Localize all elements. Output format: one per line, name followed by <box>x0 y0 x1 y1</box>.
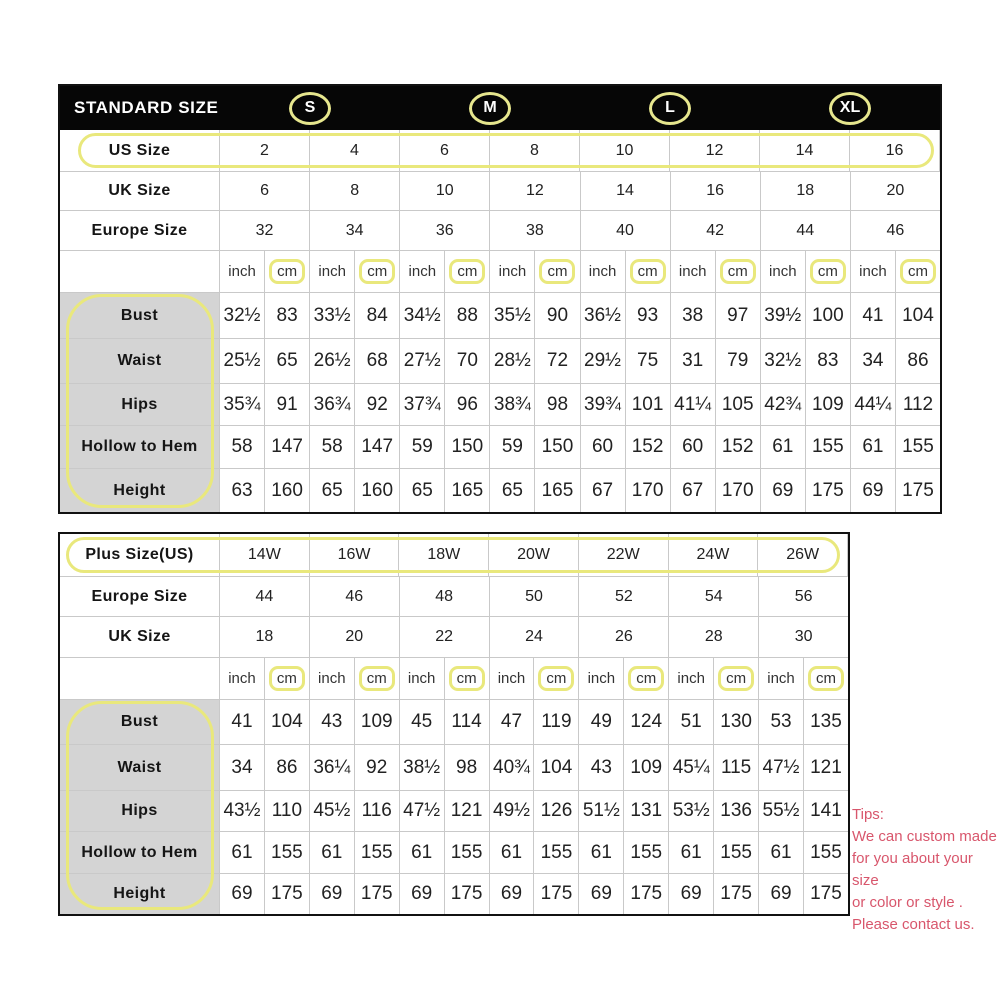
cm-unit-cell <box>355 251 400 292</box>
measure-row <box>60 338 940 383</box>
measure-cell: 96 <box>445 384 490 425</box>
size-cell: 10 <box>400 172 490 210</box>
row-label: UK Size <box>60 172 220 210</box>
measure-cell: 92 <box>355 384 400 425</box>
size-cell: 38 <box>490 211 580 250</box>
measure-cell: 115 <box>714 745 759 790</box>
size-cell: 16W <box>310 534 400 576</box>
measure-cell: 59 <box>400 426 445 468</box>
measure-cell: 65 <box>265 339 310 383</box>
measure-cell: 175 <box>534 874 579 914</box>
measure-cell: 28½ <box>490 339 535 383</box>
measure-cell: 175 <box>265 874 310 914</box>
measure-cell: 121 <box>810 756 842 778</box>
measure-cell: 79 <box>716 339 761 383</box>
measure-cell: 116 <box>355 791 400 831</box>
cm-unit-cell <box>626 251 671 292</box>
size-cell: 6 <box>220 172 310 210</box>
measure-cell: 155 <box>265 832 310 873</box>
measure-cell: 67 <box>581 469 626 512</box>
size-group-letters <box>220 86 940 130</box>
measure-cell: 160 <box>355 469 400 512</box>
size-cell: 14 <box>581 172 671 210</box>
measure-cell: 160 <box>265 469 310 512</box>
measure-cell: 84 <box>355 293 400 338</box>
measure-row <box>60 383 940 425</box>
cm-highlight-box: cm <box>538 666 574 691</box>
cm-highlight-box: cm <box>449 259 485 284</box>
measure-cell: 55½ <box>759 791 804 831</box>
size-cell: 28 <box>669 617 759 657</box>
measure-cell: 32½ <box>761 339 806 383</box>
measure-cell: 61 <box>310 832 355 873</box>
measure-cell: 27½ <box>400 339 445 383</box>
inch-unit-cell: inch <box>220 658 265 699</box>
inch-unit-cell: inch <box>759 658 804 699</box>
measure-cell: 49½ <box>490 791 535 831</box>
size-cell: 26W <box>758 534 848 576</box>
measure-cell: 47½ <box>759 745 804 790</box>
tips-note <box>852 804 1000 936</box>
measure-cell: 175 <box>902 479 934 501</box>
measure-label: Height <box>60 469 220 512</box>
measure-cell: 34 <box>851 339 896 383</box>
measure-cell: 44¼ <box>851 384 896 425</box>
measure-cell: 135 <box>810 711 842 732</box>
cm-highlight-box: cm <box>359 666 395 691</box>
measure-cell: 155 <box>534 832 579 873</box>
size-cell: 52 <box>579 577 669 616</box>
measure-cell: 75 <box>626 339 671 383</box>
measure-cell: 141 <box>810 800 842 821</box>
inch-unit-cell: inch <box>761 251 806 292</box>
measure-cell: 41 <box>220 700 265 744</box>
cm-unit-cell <box>445 251 490 292</box>
measure-label: Hollow to Hem <box>60 832 220 873</box>
cm-unit-cell <box>714 658 759 699</box>
cm-unit-cell <box>355 658 400 699</box>
measure-cell: 69 <box>851 469 896 512</box>
measure-cell: 150 <box>535 426 580 468</box>
measure-cell: 61 <box>490 832 535 873</box>
measure-cell: 37¾ <box>400 384 445 425</box>
measure-cell: 59 <box>490 426 535 468</box>
units-label <box>60 658 220 699</box>
size-cell: 42 <box>671 211 761 250</box>
standard-size-table <box>58 84 942 514</box>
size-cell: 8 <box>490 130 580 171</box>
measure-cell: 25½ <box>220 339 265 383</box>
measure-cell: 86 <box>265 745 310 790</box>
measure-cell: 35½ <box>490 293 535 338</box>
measure-cell: 38 <box>671 293 716 338</box>
size-row <box>60 616 848 657</box>
measure-cell: 31 <box>671 339 716 383</box>
cm-highlight-box: cm <box>720 259 756 284</box>
measure-cell: 152 <box>626 426 671 468</box>
measure-cell: 43 <box>310 700 355 744</box>
inch-unit-cell: inch <box>581 251 626 292</box>
size-letter-oval: L <box>649 92 691 125</box>
measure-cell: 110 <box>265 791 310 831</box>
measure-cell: 152 <box>716 426 761 468</box>
measure-cell: 98 <box>535 384 580 425</box>
measure-cell: 61 <box>669 832 714 873</box>
measure-cell: 130 <box>714 700 759 744</box>
measure-cell: 47½ <box>400 791 445 831</box>
size-cell: 18W <box>399 534 489 576</box>
size-cell: 2 <box>220 130 310 171</box>
measure-cell: 32½ <box>220 293 265 338</box>
measure-cell: 165 <box>445 469 490 512</box>
measure-cell: 69 <box>759 874 804 914</box>
measure-row <box>60 425 940 468</box>
tips-line: for you about your size <box>852 850 973 889</box>
inch-unit-cell: inch <box>400 251 445 292</box>
measure-cell: 165 <box>535 469 580 512</box>
measure-cell: 61 <box>579 832 624 873</box>
measure-cell: 43½ <box>220 791 265 831</box>
inch-unit-cell: inch <box>490 251 535 292</box>
measure-cell: 69 <box>400 874 445 914</box>
size-cell: 4 <box>310 130 400 171</box>
size-cell: 20 <box>310 617 400 657</box>
cm-unit-cell <box>445 658 490 699</box>
size-cell: 50 <box>490 577 580 616</box>
measure-cell: 69 <box>579 874 624 914</box>
cm-unit-cell <box>265 658 310 699</box>
measure-cell: 97 <box>716 293 761 338</box>
size-cell: 8 <box>310 172 400 210</box>
measure-row <box>60 790 848 831</box>
measure-row <box>60 744 848 790</box>
measure-cell: 170 <box>716 469 761 512</box>
measure-cell: 170 <box>626 469 671 512</box>
measure-cell: 53 <box>759 700 804 744</box>
measure-cell: 36½ <box>581 293 626 338</box>
measure-cell: 109 <box>806 384 851 425</box>
standard-size-header <box>60 86 940 130</box>
size-group <box>580 86 760 130</box>
measure-cell: 69 <box>490 874 535 914</box>
measure-cell: 38¾ <box>490 384 535 425</box>
size-cell: 36 <box>400 211 490 250</box>
inch-unit-cell: inch <box>310 658 355 699</box>
size-group <box>220 86 400 130</box>
measure-cell: 150 <box>445 426 490 468</box>
measure-cell: 175 <box>445 874 490 914</box>
size-cell: 22 <box>400 617 490 657</box>
tips-line: or color or style . <box>852 894 963 911</box>
measure-cell: 69 <box>669 874 714 914</box>
measure-cell: 49 <box>579 700 624 744</box>
measure-cell: 68 <box>355 339 400 383</box>
inch-unit-cell: inch <box>310 251 355 292</box>
measure-cell: 175 <box>810 883 842 904</box>
measure-cell: 175 <box>624 874 669 914</box>
size-cell: 12 <box>490 172 580 210</box>
measure-cell: 88 <box>445 293 490 338</box>
measure-cell: 33½ <box>310 293 355 338</box>
size-row <box>60 576 848 616</box>
measure-cell: 51 <box>669 700 714 744</box>
measure-cell: 47 <box>490 700 535 744</box>
measure-cell: 86 <box>907 350 929 371</box>
cm-highlight-box: cm <box>630 259 666 284</box>
measure-cell: 147 <box>265 426 310 468</box>
size-row <box>60 171 940 210</box>
size-cell: 54 <box>669 577 759 616</box>
measure-cell: 38½ <box>400 745 445 790</box>
size-cell: 12 <box>670 130 760 171</box>
size-cell: 14W <box>220 534 310 576</box>
size-cell: 26 <box>579 617 669 657</box>
cm-unit-cell <box>534 658 579 699</box>
measure-cell: 104 <box>534 745 579 790</box>
measure-cell: 175 <box>714 874 759 914</box>
size-cell: 18 <box>761 172 851 210</box>
measure-cell: 91 <box>265 384 310 425</box>
size-cell: 24 <box>490 617 580 657</box>
measure-cell: 60 <box>581 426 626 468</box>
measure-cell: 104 <box>265 700 310 744</box>
size-group <box>760 86 940 130</box>
measure-cell: 114 <box>445 700 490 744</box>
size-cell: 46 <box>310 577 400 616</box>
size-row <box>60 534 848 576</box>
measure-label: Waist <box>60 339 220 383</box>
measure-cell: 39¾ <box>581 384 626 425</box>
measure-cell: 58 <box>310 426 355 468</box>
size-cell: 6 <box>400 130 490 171</box>
measure-cell: 26½ <box>310 339 355 383</box>
measure-cell: 36¾ <box>310 384 355 425</box>
standard-size-title: STANDARD SIZE <box>74 98 219 117</box>
measure-cell: 104 <box>902 304 934 326</box>
size-cell: 46 <box>886 221 905 239</box>
measure-cell: 98 <box>445 745 490 790</box>
measure-cell: 109 <box>624 745 669 790</box>
measure-cell: 45½ <box>310 791 355 831</box>
cm-highlight-box: cm <box>718 666 754 691</box>
inch-unit-cell: inch <box>220 251 265 292</box>
size-cell: 16 <box>850 130 940 171</box>
inch-unit-cell: inch <box>490 658 535 699</box>
measure-cell: 136 <box>714 791 759 831</box>
size-cell: 40 <box>581 211 671 250</box>
measure-cell: 131 <box>624 791 669 831</box>
measure-cell: 101 <box>626 384 671 425</box>
measure-cell: 69 <box>220 874 265 914</box>
measure-cell: 155 <box>902 436 934 457</box>
measure-cell: 61 <box>851 426 896 468</box>
measure-label: Hips <box>60 791 220 831</box>
measure-cell: 121 <box>445 791 490 831</box>
measure-label: Height <box>60 874 220 914</box>
measure-cell: 63 <box>220 469 265 512</box>
size-cell: 24W <box>669 534 759 576</box>
size-cell: 22W <box>579 534 669 576</box>
measure-cell: 45¼ <box>669 745 714 790</box>
measure-cell: 65 <box>490 469 535 512</box>
units-label <box>60 251 220 292</box>
size-cell: 20 <box>886 182 905 199</box>
measure-cell: 39½ <box>761 293 806 338</box>
measure-row <box>60 699 848 744</box>
size-letter-oval: S <box>289 92 331 125</box>
measure-cell: 34 <box>220 745 265 790</box>
size-cell: 44 <box>220 577 310 616</box>
tips-line: Tips: <box>852 806 884 823</box>
measure-cell: 93 <box>626 293 671 338</box>
cm-unit-cell <box>535 251 580 292</box>
cm-unit-cell <box>265 251 310 292</box>
measure-cell: 43 <box>579 745 624 790</box>
inch-unit-cell: inch <box>851 251 896 292</box>
size-cell: 20W <box>489 534 579 576</box>
size-letter-oval: XL <box>829 92 871 125</box>
size-cell: 44 <box>761 211 851 250</box>
measure-cell: 109 <box>355 700 400 744</box>
measure-cell: 41¼ <box>671 384 716 425</box>
measure-cell: 72 <box>535 339 580 383</box>
measure-cell: 65 <box>310 469 355 512</box>
measure-cell: 40¾ <box>490 745 535 790</box>
measure-cell: 34½ <box>400 293 445 338</box>
measure-cell: 53½ <box>669 791 714 831</box>
cm-highlight-box: cm <box>449 666 485 691</box>
size-group <box>400 86 580 130</box>
measure-cell: 175 <box>806 469 851 512</box>
measure-cell: 51½ <box>579 791 624 831</box>
size-cell: 18 <box>220 617 310 657</box>
measure-cell: 69 <box>310 874 355 914</box>
size-cell: 56 <box>794 587 813 605</box>
measure-cell: 83 <box>265 293 310 338</box>
cm-unit-cell <box>804 658 848 699</box>
size-row <box>60 210 940 250</box>
measure-row <box>60 292 940 338</box>
measure-cell: 119 <box>534 700 579 744</box>
size-row <box>60 130 940 171</box>
measure-cell: 35¾ <box>220 384 265 425</box>
measure-row <box>60 468 940 512</box>
cm-highlight-box: cm <box>539 259 575 284</box>
measure-cell: 155 <box>624 832 669 873</box>
cm-highlight-box: cm <box>628 666 664 691</box>
measure-cell: 61 <box>761 426 806 468</box>
row-label: Europe Size <box>60 577 220 616</box>
row-label: Plus Size(US) <box>60 534 220 576</box>
measure-cell: 112 <box>902 393 934 415</box>
cm-unit-cell <box>716 251 761 292</box>
measure-cell: 42¾ <box>761 384 806 425</box>
cm-highlight-box: cm <box>900 259 936 284</box>
measure-label: Hollow to Hem <box>60 426 220 468</box>
size-cell: 16 <box>671 172 761 210</box>
measure-cell: 36¼ <box>310 745 355 790</box>
measure-cell: 155 <box>445 832 490 873</box>
measure-cell: 29½ <box>581 339 626 383</box>
units-row <box>60 657 848 699</box>
cm-unit-cell <box>896 251 940 292</box>
row-label: US Size <box>60 130 220 171</box>
size-letter-oval: M <box>469 92 511 125</box>
row-label: UK Size <box>60 617 220 657</box>
measure-cell: 83 <box>806 339 851 383</box>
measure-cell: 70 <box>445 339 490 383</box>
cm-highlight-box: cm <box>808 666 844 691</box>
measure-cell: 65 <box>400 469 445 512</box>
measure-cell: 105 <box>716 384 761 425</box>
measure-cell: 45 <box>400 700 445 744</box>
measure-cell: 67 <box>671 469 716 512</box>
cm-highlight-box: cm <box>810 259 846 284</box>
measure-cell: 155 <box>714 832 759 873</box>
measure-cell: 175 <box>355 874 400 914</box>
size-cell: 30 <box>794 628 813 645</box>
measure-cell: 147 <box>355 426 400 468</box>
inch-unit-cell: inch <box>400 658 445 699</box>
measure-cell: 58 <box>220 426 265 468</box>
units-row <box>60 250 940 292</box>
measure-label: Bust <box>60 293 220 338</box>
measure-cell: 61 <box>400 832 445 873</box>
measure-cell: 100 <box>806 293 851 338</box>
cm-unit-cell <box>624 658 669 699</box>
measure-cell: 90 <box>535 293 580 338</box>
inch-unit-cell: inch <box>579 658 624 699</box>
row-label: Europe Size <box>60 211 220 250</box>
measure-label: Bust <box>60 700 220 744</box>
cm-highlight-box: cm <box>359 259 395 284</box>
measure-cell: 41 <box>851 293 896 338</box>
plus-size-table <box>58 532 850 916</box>
inch-unit-cell: inch <box>669 658 714 699</box>
measure-cell: 155 <box>810 841 842 863</box>
cm-highlight-box: cm <box>269 259 305 284</box>
measure-cell: 61 <box>220 832 265 873</box>
measure-cell: 92 <box>355 745 400 790</box>
measure-cell: 61 <box>759 832 804 873</box>
size-cell: 34 <box>310 211 400 250</box>
size-cell: 14 <box>760 130 850 171</box>
cm-unit-cell <box>806 251 851 292</box>
measure-row <box>60 831 848 873</box>
measure-label: Hips <box>60 384 220 425</box>
measure-cell: 126 <box>534 791 579 831</box>
measure-cell: 60 <box>671 426 716 468</box>
measure-label: Waist <box>60 745 220 790</box>
measure-cell: 124 <box>624 700 669 744</box>
inch-unit-cell: inch <box>671 251 716 292</box>
tips-line: We can custom made <box>852 828 997 845</box>
cm-highlight-box: cm <box>269 666 305 691</box>
measure-cell: 69 <box>761 469 806 512</box>
size-cell: 48 <box>400 577 490 616</box>
size-cell: 10 <box>580 130 670 171</box>
measure-row <box>60 873 848 914</box>
measure-cell: 155 <box>355 832 400 873</box>
size-cell: 32 <box>220 211 310 250</box>
measure-cell: 155 <box>806 426 851 468</box>
tips-line: Please contact us. <box>852 916 975 933</box>
